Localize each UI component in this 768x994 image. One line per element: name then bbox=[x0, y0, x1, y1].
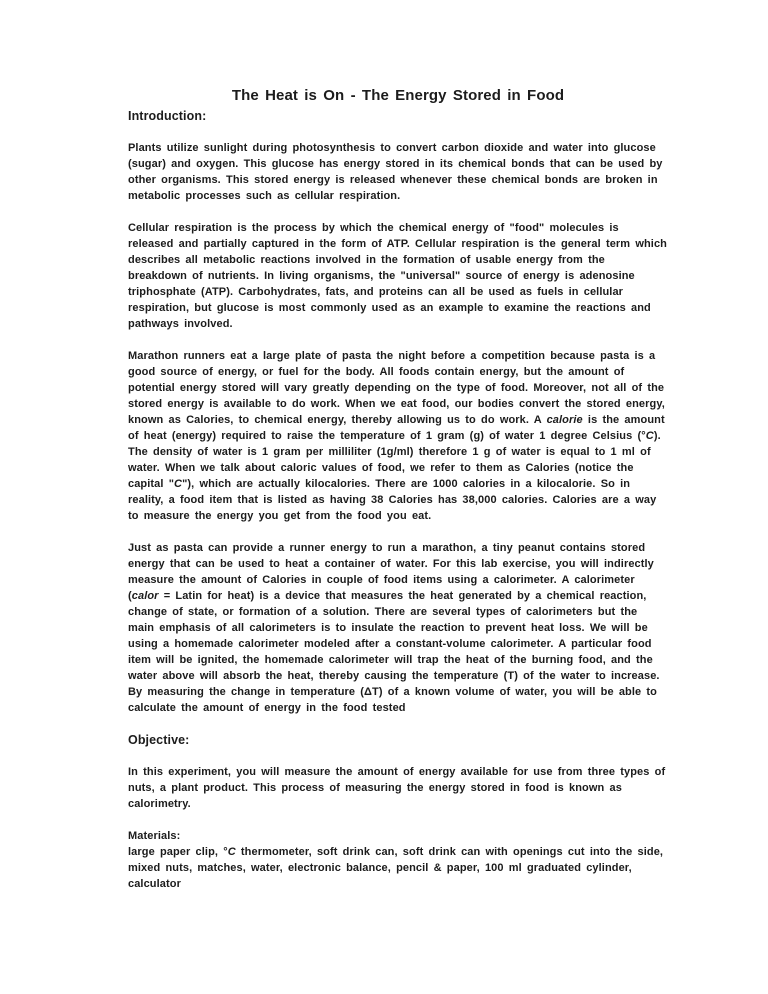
text-run: Just as pasta can provide a runner energy to run a marathon, a tiny peanut contains stored energy that can be used to heat a container of water. For this lab exercise, you will indirectly measure the amount of Calories in couple of food items using a calorimeter. A calorimeter ( bbox=[128, 542, 654, 602]
document-body bbox=[128, 108, 668, 892]
text-run: In this experiment, you will measure the amount of energy available for use from three types of nuts, a plant product. This process of measuring the energy stored in food is known as calorimetry. bbox=[128, 766, 666, 810]
document-title: The Heat is On - The Energy Stored in Food bbox=[231, 87, 565, 104]
text-run: = Latin for heat) is a device that measures the heat generated by a chemical reaction, change of state, or formation of a solution. There are several types of calorimeters but the main emphasis of all calorimeters is to insulate the reaction to prevent heat loss. We will be using a homemade calorimeter modeled after a constant-volume calorimeter. A particular food item will be ignited, the homemade calorimeter will trap the heat of the burning food, and the water above will absorb the heat, thereby causing the temperature (T) of the water to increase. By measuring the change in temperature (ΔT) of a known volume of water, you will be able to calculate the amount of energy in the food tested bbox=[128, 590, 660, 714]
text-run: Marathon runners eat a large plate of pasta the night before a competition because pasta is a good source of energy, or fuel for the body. All foods contain energy, but the amount of potential energy stored will vary greatly depending on the type of food. Moreover, not all of the stored energy is available to do work. When we eat food, our bodies convert the stored energy, known as Calories, to chemical energy, thereby allowing us to do work. A bbox=[128, 350, 665, 426]
italic-text-run: C bbox=[227, 846, 236, 858]
section-heading: Introduction: bbox=[128, 109, 207, 123]
italic-text-run: calor bbox=[131, 590, 159, 602]
section-heading: Objective: bbox=[128, 733, 190, 747]
italic-text-run: C bbox=[174, 478, 183, 490]
paragraph bbox=[128, 348, 668, 524]
paragraph bbox=[128, 540, 668, 716]
italic-text-run: C bbox=[645, 430, 654, 442]
text-run: Plants utilize sunlight during photosynthesis to convert carbon dioxide and water into glucose (sugar) and oxygen. This glucose has energy stored in its chemical bonds that can be used by other organisms. This stored energy is released whenever these chemical bonds are broken in metabolic processes such as cellular respiration. bbox=[128, 142, 663, 202]
paragraph bbox=[128, 140, 668, 204]
text-run: "), which are actually kilocalories. There are 1000 calories in a kilocalorie. So in reality, a food item that is listed as having 38 Calories has 38,000 calories. Calories are a way to measure the energy you get from the food you eat. bbox=[128, 478, 657, 522]
paragraph bbox=[128, 220, 668, 332]
section-label: Materials: bbox=[128, 830, 181, 842]
text-run: large paper clip, ° bbox=[128, 846, 228, 858]
paragraph bbox=[128, 764, 668, 812]
text-run: is the amount of heat (energy) required to raise the temperature of 1 gram (g) of water 1 degree Celsius (° bbox=[128, 414, 665, 442]
italic-text-run: calorie bbox=[546, 414, 583, 426]
text-run: thermometer, soft drink can, soft drink can with openings cut into the side, mixed nuts, matches, water, electronic balance, pencil & paper, 100 ml graduated cylinder, calculator bbox=[128, 846, 664, 890]
paragraph bbox=[128, 844, 668, 892]
text-run: ). The density of water is 1 gram per milliliter (1g/ml) therefore 1 g of water is equal to 1 ml of water. When we talk about caloric values of food, we refer to them as Calories (notice the capital " bbox=[128, 430, 661, 490]
text-run: Cellular respiration is the process by which the chemical energy of "food" molecules is released and partially captured in the form of ATP. Cellular respiration is the general term which describes all metabolic reactions involved in the formation of usable energy from the breakdown of nutrients. In living organisms, the "universal" source of energy is adenosine triphosphate (ATP). Carbohydrates, fats, and proteins can all be used as fuels in cellular respiration, but glucose is most commonly used as an example to examine the reactions and pathways involved. bbox=[128, 222, 668, 330]
